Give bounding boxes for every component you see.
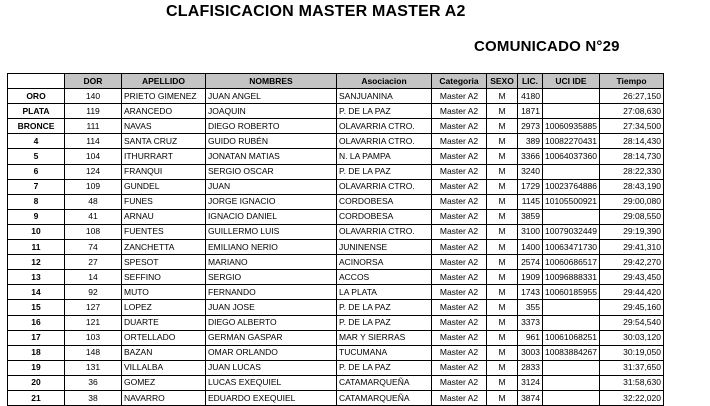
table-row xyxy=(8,270,664,285)
cell-tiempo: 27:08,630 xyxy=(600,104,664,119)
table-row xyxy=(8,285,664,300)
cell-uci: 10063471730 xyxy=(543,240,600,255)
cell-nombres: GUILLERMO LUIS xyxy=(206,224,337,239)
cell-asociacion: OLAVARRIA CTRO. xyxy=(337,224,432,239)
cell-categoria: Master A2 xyxy=(432,104,487,119)
cell-asociacion: P. DE LA PAZ xyxy=(337,315,432,330)
cell-dor: 121 xyxy=(65,315,122,330)
cell-position: 10 xyxy=(8,224,65,239)
cell-uci: 10023764886 xyxy=(543,179,600,194)
cell-categoria: Master A2 xyxy=(432,209,487,224)
cell-sexo: M xyxy=(487,330,518,345)
cell-position: 19 xyxy=(8,360,65,375)
cell-tiempo: 31:37,650 xyxy=(600,360,664,375)
table-header-row xyxy=(8,74,664,89)
table-row xyxy=(8,330,664,345)
cell-asociacion: SANJUANINA xyxy=(337,89,432,104)
cell-categoria: Master A2 xyxy=(432,360,487,375)
cell-categoria: Master A2 xyxy=(432,285,487,300)
cell-dor: 27 xyxy=(65,255,122,270)
cell-lic: 3366 xyxy=(518,149,543,164)
cell-sexo: M xyxy=(487,345,518,360)
cell-sexo: M xyxy=(487,209,518,224)
cell-tiempo: 30:03,120 xyxy=(600,330,664,345)
cell-lic: 3100 xyxy=(518,224,543,239)
cell-tiempo: 29:00,080 xyxy=(600,194,664,209)
cell-position: 16 xyxy=(8,315,65,330)
table-row xyxy=(8,119,664,134)
cell-asociacion: CATAMARQUEÑA xyxy=(337,390,432,405)
cell-apellido: FUNES xyxy=(122,194,206,209)
cell-nombres: SERGIO OSCAR xyxy=(206,164,337,179)
cell-lic: 2973 xyxy=(518,119,543,134)
cell-dor: 48 xyxy=(65,194,122,209)
cell-lic: 1909 xyxy=(518,270,543,285)
cell-asociacion: OLAVARRIA CTRO. xyxy=(337,119,432,134)
cell-dor: 114 xyxy=(65,134,122,149)
cell-apellido: VILLALBA xyxy=(122,360,206,375)
table-row xyxy=(8,300,664,315)
cell-tiempo: 29:08,550 xyxy=(600,209,664,224)
cell-uci xyxy=(543,300,600,315)
cell-tiempo: 29:41,310 xyxy=(600,240,664,255)
cell-lic: 3859 xyxy=(518,209,543,224)
cell-asociacion: MAR Y SIERRAS xyxy=(337,330,432,345)
cell-dor: 148 xyxy=(65,345,122,360)
cell-tiempo: 28:14,730 xyxy=(600,149,664,164)
cell-apellido: FUENTES xyxy=(122,224,206,239)
cell-tiempo: 29:42,270 xyxy=(600,255,664,270)
table-row xyxy=(8,360,664,375)
cell-dor: 104 xyxy=(65,149,122,164)
cell-apellido: ARANCEDO xyxy=(122,104,206,119)
cell-asociacion: JUNINENSE xyxy=(337,240,432,255)
cell-categoria: Master A2 xyxy=(432,149,487,164)
cell-uci: 10083884267 xyxy=(543,345,600,360)
cell-categoria: Master A2 xyxy=(432,390,487,405)
cell-apellido: GOMEZ xyxy=(122,375,206,390)
cell-apellido: SANTA CRUZ xyxy=(122,134,206,149)
cell-dor: 140 xyxy=(65,89,122,104)
cell-uci: 10079032449 xyxy=(543,224,600,239)
cell-uci: 10060935885 xyxy=(543,119,600,134)
cell-sexo: M xyxy=(487,149,518,164)
cell-sexo: M xyxy=(487,194,518,209)
cell-uci: 10105500921 xyxy=(543,194,600,209)
cell-apellido: ORTELLADO xyxy=(122,330,206,345)
cell-apellido: LOPEZ xyxy=(122,300,206,315)
cell-uci xyxy=(543,164,600,179)
cell-position: ORO xyxy=(8,89,65,104)
cell-tiempo: 27:34,500 xyxy=(600,119,664,134)
cell-asociacion: N. LA PAMPA xyxy=(337,149,432,164)
cell-categoria: Master A2 xyxy=(432,345,487,360)
cell-position: 13 xyxy=(8,270,65,285)
cell-lic: 389 xyxy=(518,134,543,149)
table-row xyxy=(8,209,664,224)
cell-tiempo: 32:22,020 xyxy=(600,390,664,405)
cell-apellido: ZANCHETTA xyxy=(122,240,206,255)
cell-position: 11 xyxy=(8,240,65,255)
cell-tiempo: 29:44,420 xyxy=(600,285,664,300)
cell-uci: 10060185955 xyxy=(543,285,600,300)
cell-sexo: M xyxy=(487,300,518,315)
header-nombres: NOMBRES xyxy=(206,74,337,89)
cell-tiempo: 29:19,390 xyxy=(600,224,664,239)
cell-lic: 3240 xyxy=(518,164,543,179)
cell-lic: 961 xyxy=(518,330,543,345)
cell-categoria: Master A2 xyxy=(432,119,487,134)
cell-sexo: M xyxy=(487,375,518,390)
header-lic: LIC. xyxy=(518,74,543,89)
cell-tiempo: 26:27,150 xyxy=(600,89,664,104)
table-row xyxy=(8,194,664,209)
cell-sexo: M xyxy=(487,134,518,149)
cell-asociacion: OLAVARRIA CTRO. xyxy=(337,134,432,149)
cell-apellido: GUNDEL xyxy=(122,179,206,194)
cell-dor: 108 xyxy=(65,224,122,239)
cell-nombres: FERNANDO xyxy=(206,285,337,300)
cell-asociacion: P. DE LA PAZ xyxy=(337,360,432,375)
cell-categoria: Master A2 xyxy=(432,179,487,194)
cell-nombres: DIEGO ALBERTO xyxy=(206,315,337,330)
table-row xyxy=(8,345,664,360)
cell-tiempo: 29:54,540 xyxy=(600,315,664,330)
cell-dor: 127 xyxy=(65,300,122,315)
cell-sexo: M xyxy=(487,89,518,104)
cell-nombres: JUAN JOSE xyxy=(206,300,337,315)
cell-uci xyxy=(543,390,600,405)
cell-sexo: M xyxy=(487,390,518,405)
cell-apellido: FRANQUI xyxy=(122,164,206,179)
cell-sexo: M xyxy=(487,270,518,285)
cell-nombres: GUIDO RUBÉN xyxy=(206,134,337,149)
cell-position: PLATA xyxy=(8,104,65,119)
cell-uci xyxy=(543,360,600,375)
cell-uci xyxy=(543,209,600,224)
cell-sexo: M xyxy=(487,119,518,134)
cell-categoria: Master A2 xyxy=(432,270,487,285)
table-row xyxy=(8,164,664,179)
cell-uci: 10060686517 xyxy=(543,255,600,270)
cell-categoria: Master A2 xyxy=(432,89,487,104)
cell-lic: 1400 xyxy=(518,240,543,255)
cell-tiempo: 28:14,430 xyxy=(600,134,664,149)
cell-sexo: M xyxy=(487,285,518,300)
cell-asociacion: CORDOBESA xyxy=(337,209,432,224)
cell-nombres: OMAR ORLANDO xyxy=(206,345,337,360)
cell-nombres: JUAN xyxy=(206,179,337,194)
cell-apellido: PRIETO GIMENEZ xyxy=(122,89,206,104)
cell-uci xyxy=(543,104,600,119)
cell-lic: 3003 xyxy=(518,345,543,360)
header-asociacion: Asociacion xyxy=(337,74,432,89)
table-row xyxy=(8,255,664,270)
cell-asociacion: LA PLATA xyxy=(337,285,432,300)
cell-tiempo: 29:43,450 xyxy=(600,270,664,285)
cell-lic: 4180 xyxy=(518,89,543,104)
cell-lic: 355 xyxy=(518,300,543,315)
table-row xyxy=(8,390,664,405)
cell-lic: 1729 xyxy=(518,179,543,194)
cell-apellido: SPESOT xyxy=(122,255,206,270)
cell-position: 17 xyxy=(8,330,65,345)
cell-position: 14 xyxy=(8,285,65,300)
cell-dor: 36 xyxy=(65,375,122,390)
cell-dor: 103 xyxy=(65,330,122,345)
header-apellido: APELLIDO xyxy=(122,74,206,89)
cell-tiempo: 29:45,160 xyxy=(600,300,664,315)
cell-categoria: Master A2 xyxy=(432,375,487,390)
cell-asociacion: OLAVARRIA CTRO. xyxy=(337,179,432,194)
cell-sexo: M xyxy=(487,315,518,330)
cell-position: BRONCE xyxy=(8,119,65,134)
cell-apellido: BAZAN xyxy=(122,345,206,360)
cell-position: 21 xyxy=(8,390,65,405)
table-row xyxy=(8,149,664,164)
cell-uci: 10096888331 xyxy=(543,270,600,285)
cell-uci xyxy=(543,375,600,390)
cell-dor: 111 xyxy=(65,119,122,134)
cell-uci xyxy=(543,89,600,104)
cell-uci: 10061068251 xyxy=(543,330,600,345)
cell-tiempo: 30:19,050 xyxy=(600,345,664,360)
table-row xyxy=(8,179,664,194)
cell-nombres: EMILIANO NERIO xyxy=(206,240,337,255)
cell-categoria: Master A2 xyxy=(432,240,487,255)
cell-dor: 124 xyxy=(65,164,122,179)
header-dor: DOR xyxy=(65,74,122,89)
cell-nombres: JOAQUIN xyxy=(206,104,337,119)
cell-nombres: JORGE IGNACIO xyxy=(206,194,337,209)
table-row xyxy=(8,315,664,330)
cell-dor: 14 xyxy=(65,270,122,285)
cell-uci xyxy=(543,315,600,330)
header-sexo: SEXO xyxy=(487,74,518,89)
cell-categoria: Master A2 xyxy=(432,224,487,239)
cell-lic: 2574 xyxy=(518,255,543,270)
cell-tiempo: 28:22,330 xyxy=(600,164,664,179)
cell-uci: 10082270431 xyxy=(543,134,600,149)
cell-dor: 119 xyxy=(65,104,122,119)
cell-asociacion: CATAMARQUEÑA xyxy=(337,375,432,390)
cell-nombres: JUAN ANGEL xyxy=(206,89,337,104)
cell-categoria: Master A2 xyxy=(432,194,487,209)
cell-categoria: Master A2 xyxy=(432,134,487,149)
cell-lic: 3124 xyxy=(518,375,543,390)
cell-categoria: Master A2 xyxy=(432,300,487,315)
document-subtitle: COMUNICADO N°29 xyxy=(474,38,620,55)
cell-asociacion: ACCOS xyxy=(337,270,432,285)
cell-apellido: NAVARRO xyxy=(122,390,206,405)
cell-asociacion: ACINORSA xyxy=(337,255,432,270)
document-title: CLAFISICACION MASTER MASTER A2 xyxy=(166,3,466,20)
table-row xyxy=(8,224,664,239)
cell-nombres: JUAN LUCAS xyxy=(206,360,337,375)
cell-sexo: M xyxy=(487,224,518,239)
cell-dor: 41 xyxy=(65,209,122,224)
table-row xyxy=(8,240,664,255)
cell-position: 5 xyxy=(8,149,65,164)
cell-nombres: EDUARDO EXEQUIEL xyxy=(206,390,337,405)
cell-sexo: M xyxy=(487,240,518,255)
header-uci: UCI IDE xyxy=(543,74,600,89)
cell-position: 15 xyxy=(8,300,65,315)
cell-nombres: DIEGO ROBERTO xyxy=(206,119,337,134)
cell-sexo: M xyxy=(487,360,518,375)
cell-asociacion: P. DE LA PAZ xyxy=(337,104,432,119)
cell-position: 6 xyxy=(8,164,65,179)
cell-lic: 2833 xyxy=(518,360,543,375)
table-row xyxy=(8,89,664,104)
cell-asociacion: CORDOBESA xyxy=(337,194,432,209)
cell-position: 20 xyxy=(8,375,65,390)
cell-tiempo: 31:58,630 xyxy=(600,375,664,390)
cell-position: 4 xyxy=(8,134,65,149)
cell-categoria: Master A2 xyxy=(432,164,487,179)
cell-nombres: GERMAN GASPAR xyxy=(206,330,337,345)
cell-nombres: MARIANO xyxy=(206,255,337,270)
cell-asociacion: P. DE LA PAZ xyxy=(337,164,432,179)
cell-uci: 10064037360 xyxy=(543,149,600,164)
cell-categoria: Master A2 xyxy=(432,330,487,345)
cell-apellido: DUARTE xyxy=(122,315,206,330)
cell-asociacion: P. DE LA PAZ xyxy=(337,300,432,315)
cell-tiempo: 28:43,190 xyxy=(600,179,664,194)
header-position xyxy=(8,74,65,89)
table-row xyxy=(8,104,664,119)
cell-nombres: LUCAS EXEQUIEL xyxy=(206,375,337,390)
table-row xyxy=(8,375,664,390)
cell-dor: 74 xyxy=(65,240,122,255)
cell-lic: 1145 xyxy=(518,194,543,209)
cell-dor: 109 xyxy=(65,179,122,194)
cell-apellido: SEFFINO xyxy=(122,270,206,285)
cell-lic: 1743 xyxy=(518,285,543,300)
cell-apellido: ITHURRART xyxy=(122,149,206,164)
cell-dor: 131 xyxy=(65,360,122,375)
cell-position: 12 xyxy=(8,255,65,270)
cell-categoria: Master A2 xyxy=(432,255,487,270)
cell-position: 7 xyxy=(8,179,65,194)
cell-nombres: IGNACIO DANIEL xyxy=(206,209,337,224)
cell-position: 8 xyxy=(8,194,65,209)
cell-sexo: M xyxy=(487,255,518,270)
cell-sexo: M xyxy=(487,104,518,119)
cell-sexo: M xyxy=(487,179,518,194)
cell-position: 9 xyxy=(8,209,65,224)
cell-sexo: M xyxy=(487,164,518,179)
results-body xyxy=(8,89,664,406)
cell-lic: 3373 xyxy=(518,315,543,330)
results-table xyxy=(7,73,664,406)
cell-position: 18 xyxy=(8,345,65,360)
cell-asociacion: TUCUMANA xyxy=(337,345,432,360)
cell-lic: 1871 xyxy=(518,104,543,119)
cell-nombres: JONATAN MATIAS xyxy=(206,149,337,164)
table-row xyxy=(8,134,664,149)
cell-dor: 38 xyxy=(65,390,122,405)
header-tiempo: Tiempo xyxy=(600,74,664,89)
cell-dor: 92 xyxy=(65,285,122,300)
header-categoria: Categoria xyxy=(432,74,487,89)
cell-nombres: SERGIO xyxy=(206,270,337,285)
cell-apellido: NAVAS xyxy=(122,119,206,134)
cell-categoria: Master A2 xyxy=(432,315,487,330)
cell-lic: 3874 xyxy=(518,390,543,405)
cell-apellido: ARNAU xyxy=(122,209,206,224)
cell-apellido: MUTO xyxy=(122,285,206,300)
